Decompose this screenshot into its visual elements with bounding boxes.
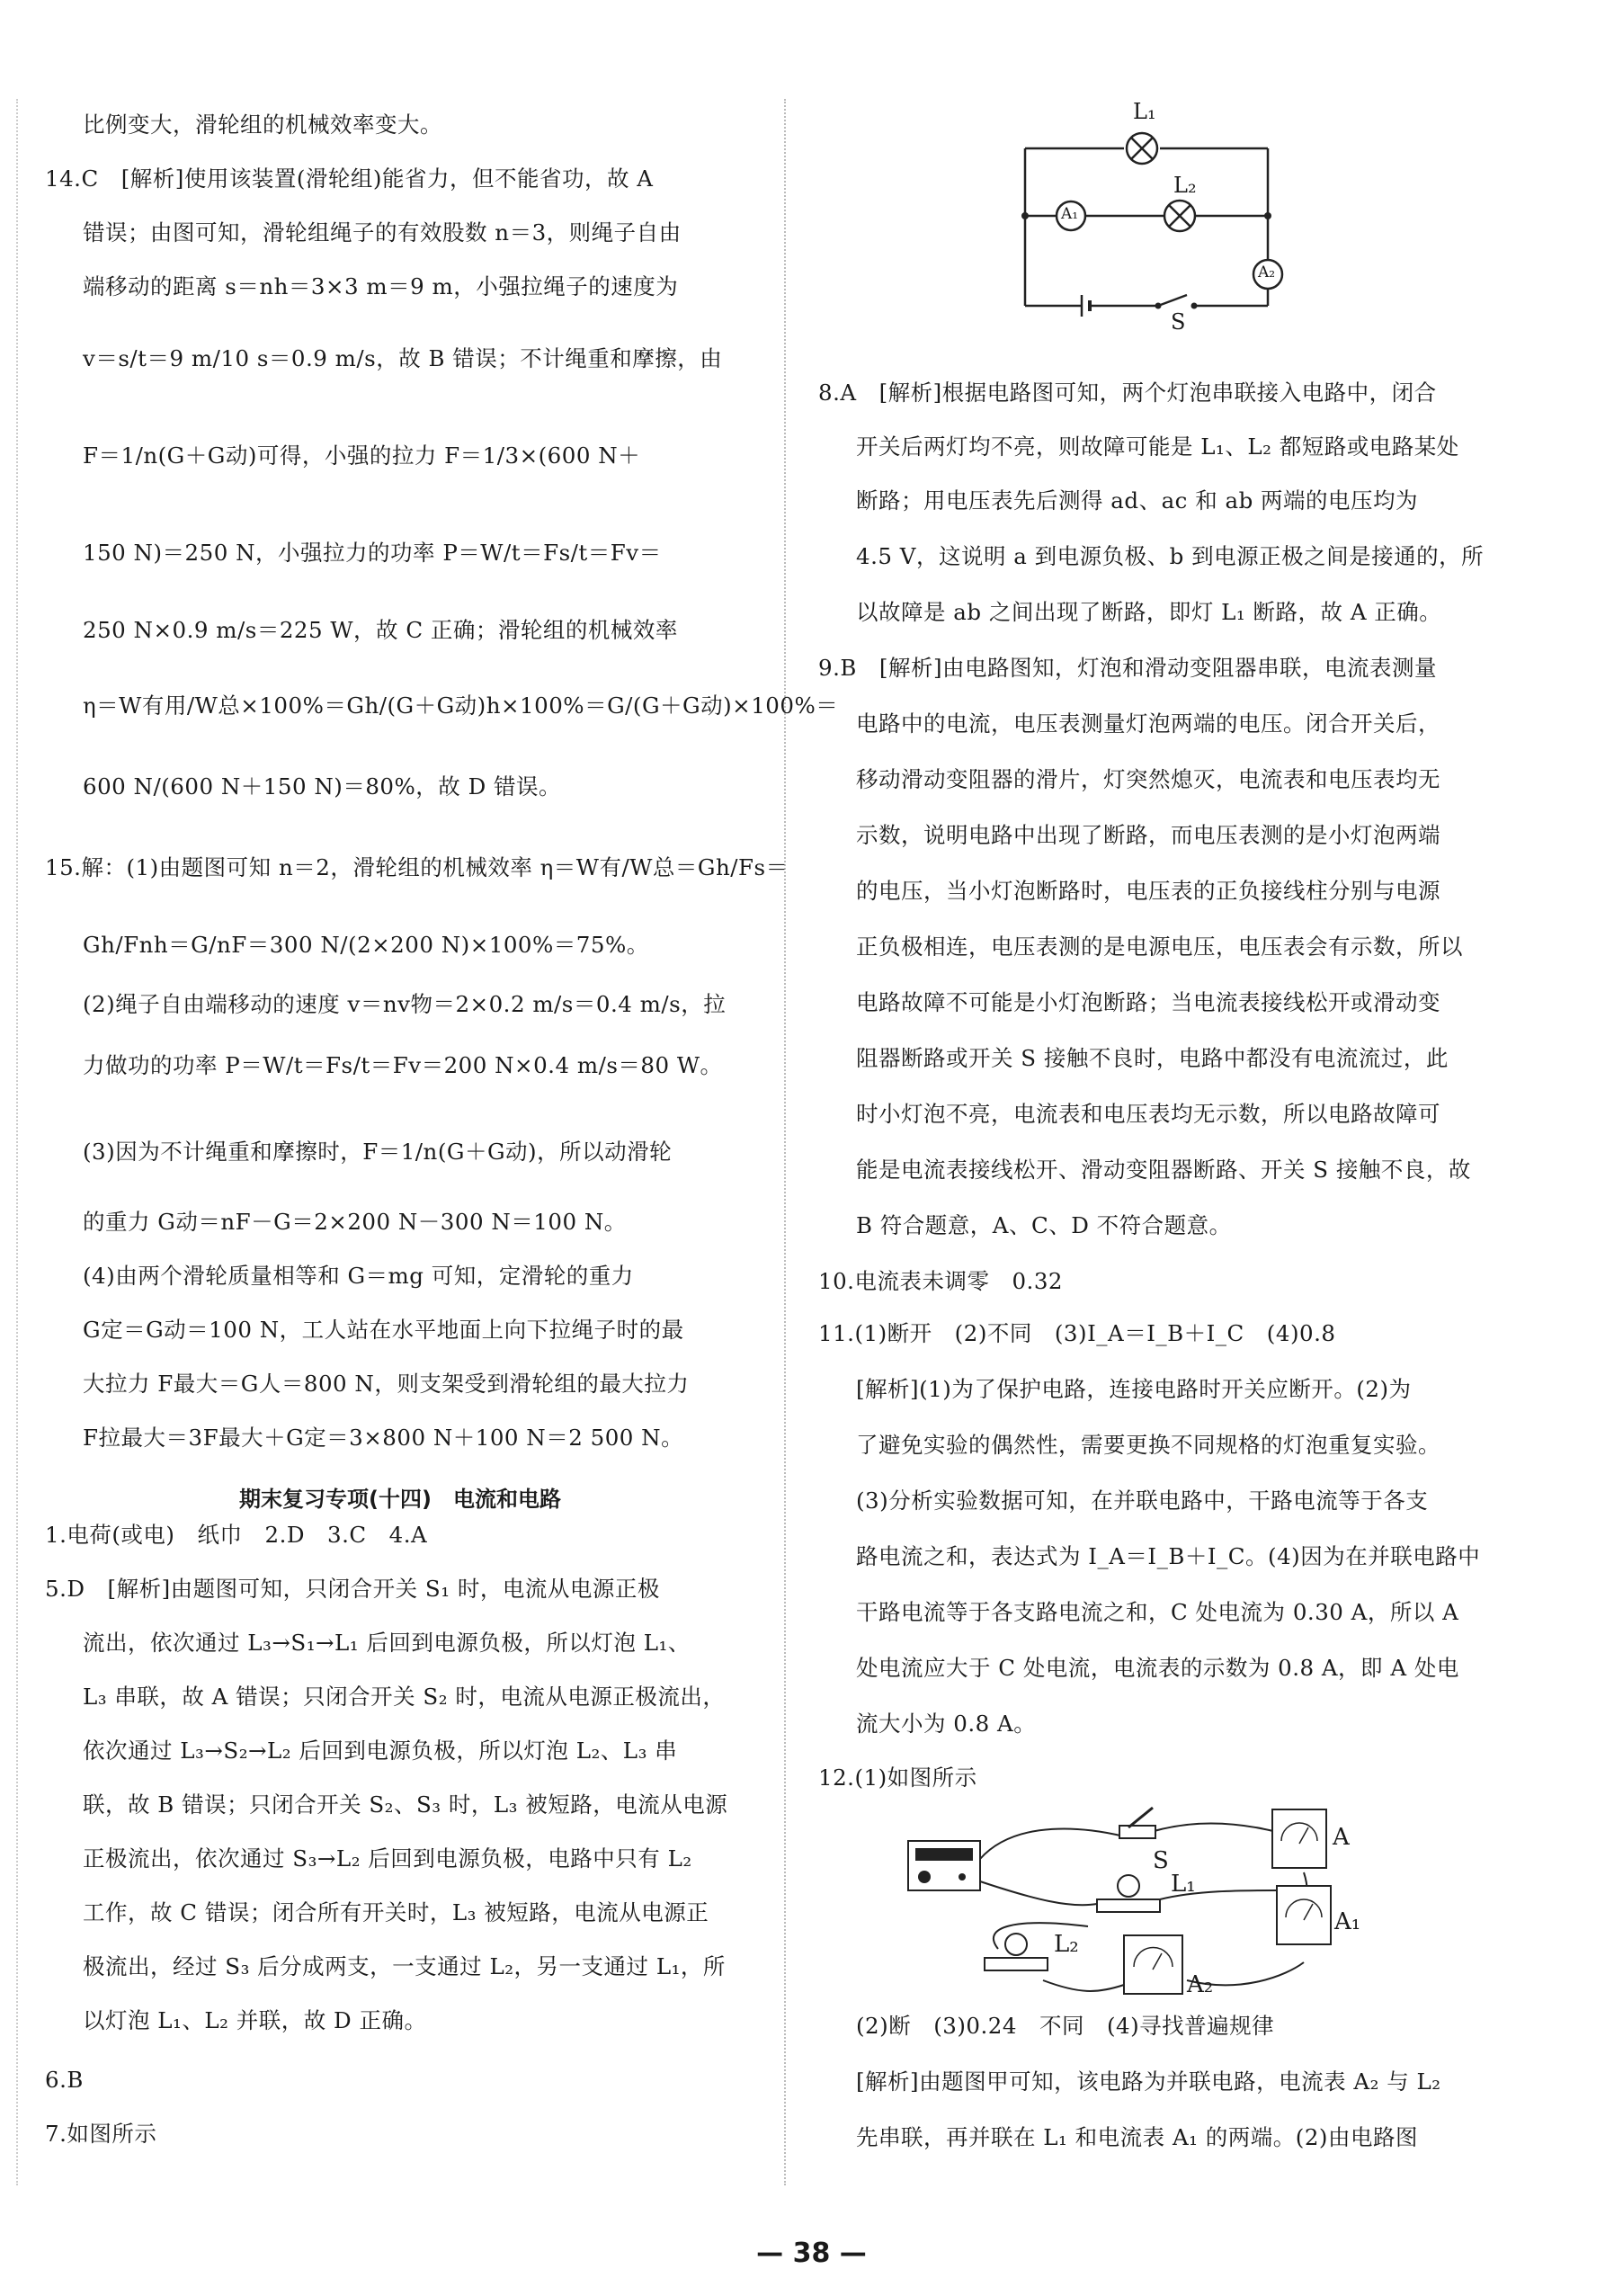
text-line: 端移动的距离 s＝nh＝3×3 m＝9 m，小强拉绳子的速度为 xyxy=(83,273,679,299)
text-line: η＝W有用/W总×100%＝Gh/(G＋G动)h×100%＝G/(G＋G动)×100%＝ xyxy=(83,692,839,719)
text-line: 以灯泡 L₁、L₂ 并联，故 D 正确。 xyxy=(83,2007,427,2033)
left-margin-rule xyxy=(16,99,18,2185)
label-A1: A₁ xyxy=(1061,205,1079,223)
text-line: 依次通过 L₃→S₂→L₂ 后回到电源负极，所以灯泡 L₂、L₃ 串 xyxy=(83,1738,678,1764)
text-line: G定＝G动＝100 N，工人站在水平地面上向下拉绳子时的最 xyxy=(83,1317,684,1343)
text-line: 8.A [解析]根据电路图可知，两个灯泡串联接入电路中，闭合 xyxy=(818,380,1437,406)
text-line: 示数，说明电路中出现了断路，而电压表测的是小灯泡两端 xyxy=(856,822,1440,848)
label-L2: L₂ xyxy=(1054,1931,1079,1958)
label-L1: L₁ xyxy=(1171,1871,1196,1898)
circuit-diagram-1 xyxy=(818,99,1511,369)
text-line: 正极流出，依次通过 S₃→L₂ 后回到电源负极，电路中只有 L₂ xyxy=(83,1845,692,1872)
text-line: 先串联，再并联在 L₁ 和电流表 A₁ 的两端。(2)由电路图 xyxy=(856,2124,1418,2150)
text-line: F＝1/n(G＋G动)可得，小强的拉力 F＝1/3×(600 N＋ xyxy=(83,442,641,469)
text-line: 15.解：(1)由题图可知 n＝2，滑轮组的机械效率 η＝W有/W总＝Gh/Fs＝ xyxy=(45,854,789,880)
page-number: — 38 — xyxy=(756,2238,867,2269)
text-line: 路电流之和，表达式为 I_A＝I_B＋I_C。(4)因为在并联电路中 xyxy=(856,1543,1481,1569)
text-line: 12.(1)如图所示 xyxy=(818,1764,977,1791)
text-line: B 符合题意，A、C、D 不符合题意。 xyxy=(856,1212,1232,1238)
text-line: 极流出，经过 S₃ 后分成两支，一支通过 L₂，另一支通过 L₁，所 xyxy=(83,1953,726,1979)
text-line: 时小灯泡不亮，电流表和电压表均无示数，所以电路故障可 xyxy=(856,1101,1440,1127)
text-line: (2)绳子自由端移动的速度 v＝nv物＝2×0.2 m/s＝0.4 m/s，拉 xyxy=(83,991,727,1017)
text-line: 力做功的功率 P＝W/t＝Fs/t＝Fv＝200 N×0.4 m/s＝80 W。 xyxy=(83,1052,723,1078)
text-line: 的重力 G动＝nF－G＝2×200 N－300 N＝100 N。 xyxy=(83,1209,627,1235)
label-A2: A₂ xyxy=(1187,1971,1214,1998)
text-line: 流出，依次通过 L₃→S₁→L₁ 后回到电源负极，所以灯泡 L₁、 xyxy=(83,1630,691,1656)
text-line: 电路中的电流，电压表测量灯泡两端的电压。闭合开关后， xyxy=(856,710,1440,737)
text-line: 了避免实验的偶然性，需要更换不同规格的灯泡重复实验。 xyxy=(856,1432,1440,1458)
text-line: [解析](1)为了保护电路，连接电路时开关应断开。(2)为 xyxy=(856,1376,1412,1402)
text-line: F拉最大＝3F最大＋G定＝3×800 N＋100 N＝2 500 N。 xyxy=(83,1425,684,1451)
text-line: 阻器断路或开关 S 接触不良时，电路中都没有电流流过，此 xyxy=(856,1045,1449,1071)
text-line: 的电压，当小灯泡断路时，电压表的正负接线柱分别与电源 xyxy=(856,878,1440,904)
text-line: 正负极相连，电压表测的是电源电压，电压表会有示数，所以 xyxy=(856,934,1463,960)
section-title: 期末复习专项(十四) 电流和电路 xyxy=(239,1487,561,1512)
label-A: A xyxy=(1333,1824,1350,1851)
text-line: v＝s/t＝9 m/10 s＝0.9 m/s，故 B 错误；不计绳重和摩擦，由 xyxy=(83,345,723,371)
text-line: 工作，故 C 错误；闭合所有开关时，L₃ 被短路，电流从电源正 xyxy=(83,1899,709,1925)
text-line: Gh/Fnh＝G/nF＝300 N/(2×200 N)×100%＝75%。 xyxy=(83,932,649,958)
text-line: 错误；由图可知，滑轮组绳子的有效股数 n＝3，则绳子自由 xyxy=(83,219,682,246)
text-line: 以故障是 ab 之间出现了断路，即灯 L₁ 断路，故 A 正确。 xyxy=(856,599,1442,625)
text-line: 6.B xyxy=(45,2067,84,2093)
label-A1: A₁ xyxy=(1334,1908,1361,1935)
text-line: 流大小为 0.8 A。 xyxy=(856,1711,1037,1737)
label-L2: L₂ xyxy=(1173,173,1197,198)
text-line: 处电流应大于 C 处电流，电流表的示数为 0.8 A，即 A 处电 xyxy=(856,1655,1459,1681)
text-line: 断路；用电压表先后测得 ad、ac 和 ab 两端的电压均为 xyxy=(856,487,1419,514)
text-line: 电路故障不可能是小灯泡断路；当电流表接线松开或滑动变 xyxy=(856,989,1440,1015)
text-line: [解析]由题图甲可知，该电路为并联电路，电流表 A₂ 与 L₂ xyxy=(856,2068,1441,2095)
text-line: 移动滑动变阻器的滑片，灯突然熄灭，电流表和电压表均无 xyxy=(856,766,1440,792)
text-line: 比例变大，滑轮组的机械效率变大。 xyxy=(83,112,442,138)
text-line: 7.如图所示 xyxy=(45,2121,157,2147)
text-line: 150 N)＝250 N，小强拉力的功率 P＝W/t＝Fs/t＝Fv＝ xyxy=(83,540,662,566)
label-S: S xyxy=(1171,309,1186,335)
text-line: 10.电流表未调零 0.32 xyxy=(818,1268,1064,1294)
text-line: 5.D [解析]由题图可知，只闭合开关 S₁ 时，电流从电源正极 xyxy=(45,1576,660,1602)
text-line: 14.C [解析]使用该装置(滑轮组)能省力，但不能省功，故 A xyxy=(45,165,654,192)
text-line: (3)因为不计绳重和摩擦时，F＝1/n(G＋G动)，所以动滑轮 xyxy=(83,1139,673,1165)
text-line: L₃ 串联，故 A 错误；只闭合开关 S₂ 时，电流从电源正极流出， xyxy=(83,1684,726,1710)
text-line: 9.B [解析]由电路图知，灯泡和滑动变阻器串联，电流表测量 xyxy=(818,655,1437,681)
text-line: 250 N×0.9 m/s＝225 W，故 C 正确；滑轮组的机械效率 xyxy=(83,617,678,643)
text-line: 能是电流表接线松开、滑动变阻器断路、开关 S 接触不良，故 xyxy=(856,1157,1471,1183)
text-line: 4.5 V，这说明 a 到电源负极、b 到电源正极之间是接通的，所 xyxy=(856,543,1485,569)
text-line: (3)分析实验数据可知，在并联电路中，干路电流等于各支 xyxy=(856,1487,1429,1514)
text-line: (4)由两个滑轮质量相等和 G＝mg 可知，定滑轮的重力 xyxy=(83,1263,634,1289)
circuit-diagram-2 xyxy=(818,1800,1511,2007)
text-line: 大拉力 F最大＝G人＝800 N，则支架受到滑轮组的最大拉力 xyxy=(83,1371,690,1397)
left-column xyxy=(45,99,839,2175)
label-S: S xyxy=(1153,1847,1169,1874)
column-divider xyxy=(784,99,787,2185)
right-column xyxy=(818,99,1511,2180)
text-line: 开关后两灯均不亮，则故障可能是 L₁、L₂ 都短路或电路某处 xyxy=(856,433,1459,460)
label-L1: L₁ xyxy=(1133,99,1156,124)
text-line: 联，故 B 错误；只闭合开关 S₂、S₃ 时，L₃ 被短路，电流从电源 xyxy=(83,1791,728,1818)
text-line: (2)断 (3)0.24 不同 (4)寻找普遍规律 xyxy=(856,2013,1275,2039)
label-A2: A₂ xyxy=(1258,264,1276,281)
text-line: 11.(1)断开 (2)不同 (3)I_A＝I_B＋I_C (4)0.8 xyxy=(818,1320,1336,1346)
text-line: 干路电流等于各支路电流之和，C 处电流为 0.30 A，所以 A xyxy=(856,1599,1459,1625)
text-line: 1.电荷(或电) 纸巾 2.D 3.C 4.A xyxy=(45,1522,428,1548)
text-line: 600 N/(600 N＋150 N)＝80%，故 D 错误。 xyxy=(83,773,562,800)
